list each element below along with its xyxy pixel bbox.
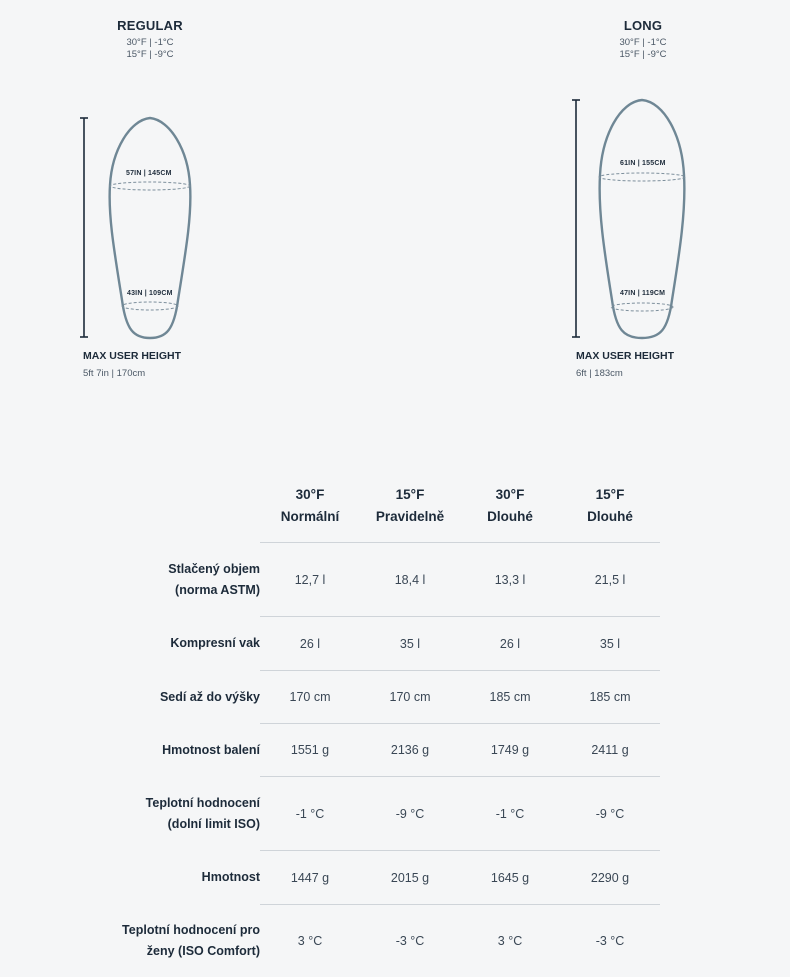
table-cell: 3 °C bbox=[260, 905, 360, 977]
regular-title: REGULAR bbox=[117, 18, 183, 33]
table-cell: 13,3 l bbox=[460, 543, 560, 617]
regular-lower-girth bbox=[122, 302, 178, 310]
column-header: 30°F Dlouhé bbox=[487, 487, 533, 524]
table-cell: 2015 g bbox=[360, 851, 460, 905]
table-cell: 2290 g bbox=[560, 851, 660, 905]
table-cell: 18,4 l bbox=[360, 543, 460, 617]
row-label: Kompresní vak bbox=[170, 636, 260, 650]
long-upper-girth bbox=[599, 173, 685, 181]
table-cell: -1 °C bbox=[460, 777, 560, 851]
long-temp-15f: 15°F | -9°C bbox=[619, 49, 667, 60]
row-label: Sedí až do výšky bbox=[159, 689, 260, 704]
regular-upper-measure: 57IN | 145CM bbox=[126, 170, 172, 177]
table-header-row bbox=[92, 470, 660, 543]
table-cell: 26 l bbox=[260, 617, 360, 671]
long-temp-30f: 30°F | -1°C bbox=[619, 37, 667, 48]
regular-height-value: 5ft 7in | 170cm bbox=[83, 368, 146, 379]
regular-upper-girth bbox=[110, 182, 190, 190]
row-label: Teplotní hodnocení pro ženy (ISO Comfort) bbox=[122, 922, 260, 958]
column-header: 15°F Dlouhé bbox=[587, 487, 633, 524]
regular-height-title: MAX USER HEIGHT bbox=[83, 350, 182, 362]
table-row bbox=[92, 617, 660, 671]
table-cell: 170 cm bbox=[260, 671, 360, 724]
header-spacer bbox=[92, 470, 260, 543]
table-cell: -1 °C bbox=[260, 777, 360, 851]
table-cell: -9 °C bbox=[360, 777, 460, 851]
table-cell: -3 °C bbox=[360, 905, 460, 977]
table-row bbox=[92, 543, 660, 617]
row-label: Hmotnost balení bbox=[162, 742, 260, 757]
long-upper-measure: 61IN | 155CM bbox=[620, 160, 666, 167]
table-cell: 35 l bbox=[360, 617, 460, 671]
spec-table bbox=[92, 470, 660, 977]
long-title: LONG bbox=[623, 18, 663, 33]
regular-bag-shape bbox=[110, 118, 191, 338]
table-row bbox=[92, 905, 660, 977]
table-cell: 1447 g bbox=[260, 851, 360, 905]
column-header: 15°F Pravidelně bbox=[375, 487, 445, 524]
table-row bbox=[92, 724, 660, 777]
table-cell: 3 °C bbox=[460, 905, 560, 977]
table-cell: 1551 g bbox=[260, 724, 360, 777]
table-cell: 26 l bbox=[460, 617, 560, 671]
long-lower-girth bbox=[611, 303, 673, 311]
table-cell: 185 cm bbox=[560, 671, 660, 724]
table-cell: 170 cm bbox=[360, 671, 460, 724]
table-row bbox=[92, 851, 660, 905]
long-lower-measure: 47IN | 119CM bbox=[620, 290, 666, 297]
table-cell: 2136 g bbox=[360, 724, 460, 777]
table-cell: 12,7 l bbox=[260, 543, 360, 617]
regular-bag-outline bbox=[0, 0, 330, 400]
table-cell: 1749 g bbox=[460, 724, 560, 777]
regular-temp-30f: 30°F | -1°C bbox=[126, 37, 174, 48]
long-bag-shape bbox=[600, 100, 685, 338]
table-cell: 21,5 l bbox=[560, 543, 660, 617]
long-bag-outline bbox=[460, 0, 790, 400]
regular-size-diagram bbox=[0, 0, 330, 400]
row-label: Hmotnost bbox=[201, 870, 260, 884]
regular-temp-15f: 15°F | -9°C bbox=[126, 49, 174, 60]
long-height-value: 6ft | 183cm bbox=[576, 368, 623, 379]
table-cell: 1645 g bbox=[460, 851, 560, 905]
long-size-diagram bbox=[460, 0, 790, 400]
table-row bbox=[92, 777, 660, 851]
column-header: 30°F Normální bbox=[280, 487, 340, 524]
table-cell: 2411 g bbox=[560, 724, 660, 777]
row-label: Stlačený objem (norma ASTM) bbox=[168, 561, 260, 597]
table-cell: 185 cm bbox=[460, 671, 560, 724]
regular-lower-measure: 43IN | 109CM bbox=[127, 290, 173, 297]
table-cell: -3 °C bbox=[560, 905, 660, 977]
row-label: Teplotní hodnocení (dolní limit ISO) bbox=[145, 795, 260, 831]
long-height-title: MAX USER HEIGHT bbox=[576, 350, 675, 362]
table-cell: -9 °C bbox=[560, 777, 660, 851]
table-cell: 35 l bbox=[560, 617, 660, 671]
table-row bbox=[92, 671, 660, 724]
